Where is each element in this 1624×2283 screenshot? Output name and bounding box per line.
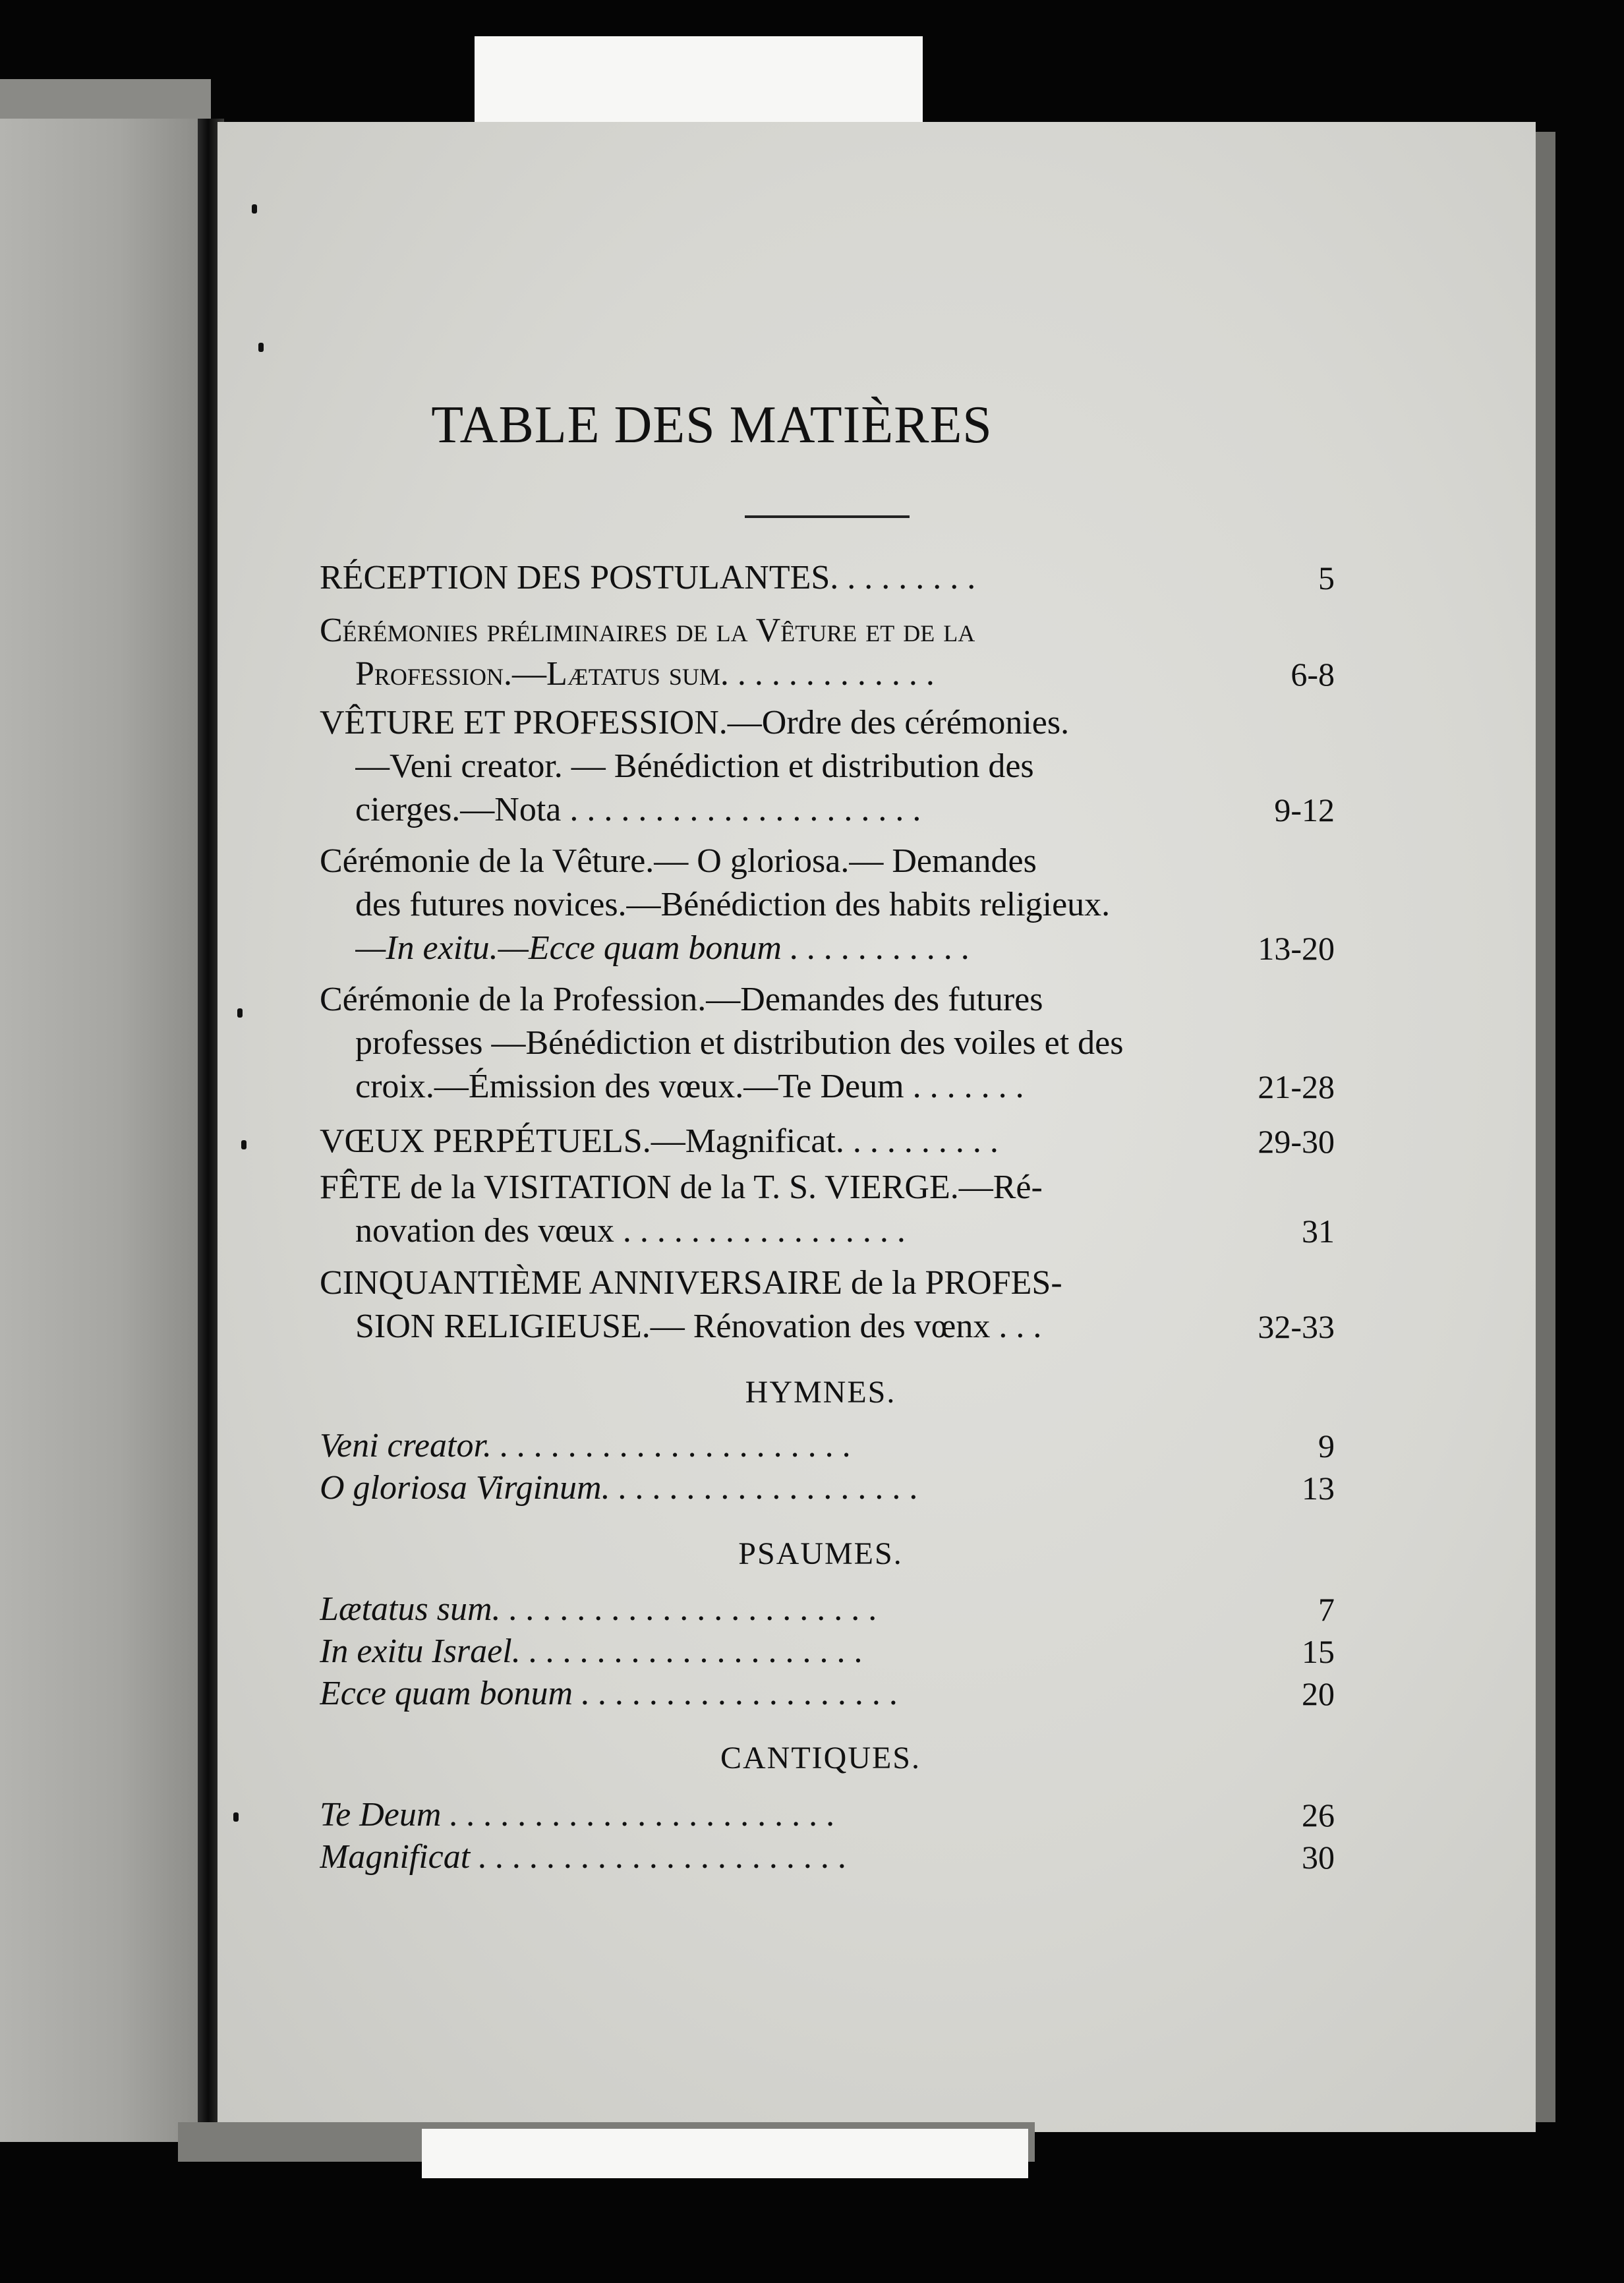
toc-line: CINQUANTIÈME ANNIVERSAIRE de la PROFES- [320, 1264, 1062, 1302]
toc-page: 26 [1302, 1797, 1335, 1834]
toc-page: 29-30 [1258, 1123, 1335, 1160]
section-heading-hymnes: HYMNES. [745, 1375, 896, 1410]
toc-page: 20 [1302, 1675, 1335, 1712]
toc-line: novation des vœux . . . . . . . . . . . . . . . . . [355, 1212, 906, 1250]
toc-line: In exitu Israel. . . . . . . . . . . . . . . . . . . . . [320, 1633, 863, 1670]
toc-page: 7 [1318, 1591, 1335, 1628]
section-heading-cantiques: CANTIQUES. [720, 1741, 921, 1776]
page-title: TABLE DES MATIÈRES [431, 396, 993, 454]
toc-page: 32-33 [1258, 1308, 1335, 1345]
toc-line: des futures novices.—Bénédiction des habits religieux. [355, 886, 1111, 923]
section-heading-psaumes: PSAUMES. [738, 1536, 903, 1571]
toc-line: Lætatus sum. . . . . . . . . . . . . . . . . . . . . . . [320, 1590, 878, 1628]
toc-line: croix.—Émission des vœux.—Te Deum . . . . . . . [355, 1068, 1024, 1105]
toc-line: cierges.—Nota . . . . . . . . . . . . . . . . . . . . . [355, 791, 921, 828]
toc-page: 13 [1302, 1470, 1335, 1507]
toc-line: RÉCEPTION DES POSTULANTES. . . . . . . . . [320, 559, 976, 596]
toc-line: Profession.—Lætatus sum. . . . . . . . . . . . . [355, 655, 935, 693]
toc-line: —In exitu.—Ecce quam bonum . . . . . . . . . . . [355, 929, 970, 967]
toc-line: VÊTURE ET PROFESSION.—Ordre des cérémonies. [320, 704, 1070, 741]
toc-line: SION RELIGIEUSE.— Rénovation des vœnx . . . [355, 1308, 1042, 1345]
toc-page: 15 [1302, 1633, 1335, 1670]
toc-line: Veni creator. . . . . . . . . . . . . . . . . . . . . . [320, 1427, 852, 1464]
toc-page: 31 [1302, 1213, 1335, 1250]
toc-line: professes —Bénédiction et distribution des voiles et des [355, 1024, 1124, 1062]
toc-page: 6-8 [1290, 656, 1335, 693]
toc-page: 9 [1318, 1428, 1335, 1464]
toc-page: 30 [1302, 1839, 1335, 1876]
toc-page: 9-12 [1274, 792, 1335, 828]
toc-page: 5 [1318, 560, 1335, 596]
toc-line: —Veni creator. — Bénédiction et distribution des [355, 747, 1034, 785]
toc-line: Ecce quam bonum . . . . . . . . . . . . . . . . . . . [320, 1675, 899, 1712]
toc-page: 21-28 [1258, 1068, 1335, 1105]
toc-line: Cérémonie de la Profession.—Demandes des futures [320, 981, 1043, 1018]
title-rule [745, 515, 910, 518]
toc-line: O gloriosa Virginum. . . . . . . . . . . . . . . . . . . [320, 1469, 919, 1507]
toc-line: FÊTE de la VISITATION de la T. S. VIERGE.—Ré- [320, 1169, 1043, 1206]
toc-line: Te Deum . . . . . . . . . . . . . . . . . . . . . . . [320, 1796, 836, 1834]
toc-line: VŒUX PERPÉTUELS.—Magnificat. . . . . . . . . . [320, 1122, 999, 1160]
toc-line: Cérémonies préliminaires de la Vêture et de la [320, 612, 975, 649]
toc-line: Cérémonie de la Vêture.— O gloriosa.— Demandes [320, 842, 1037, 880]
toc-line: Magnificat . . . . . . . . . . . . . . . . . . . . . . [320, 1838, 848, 1876]
toc-page: 13-20 [1258, 930, 1335, 967]
